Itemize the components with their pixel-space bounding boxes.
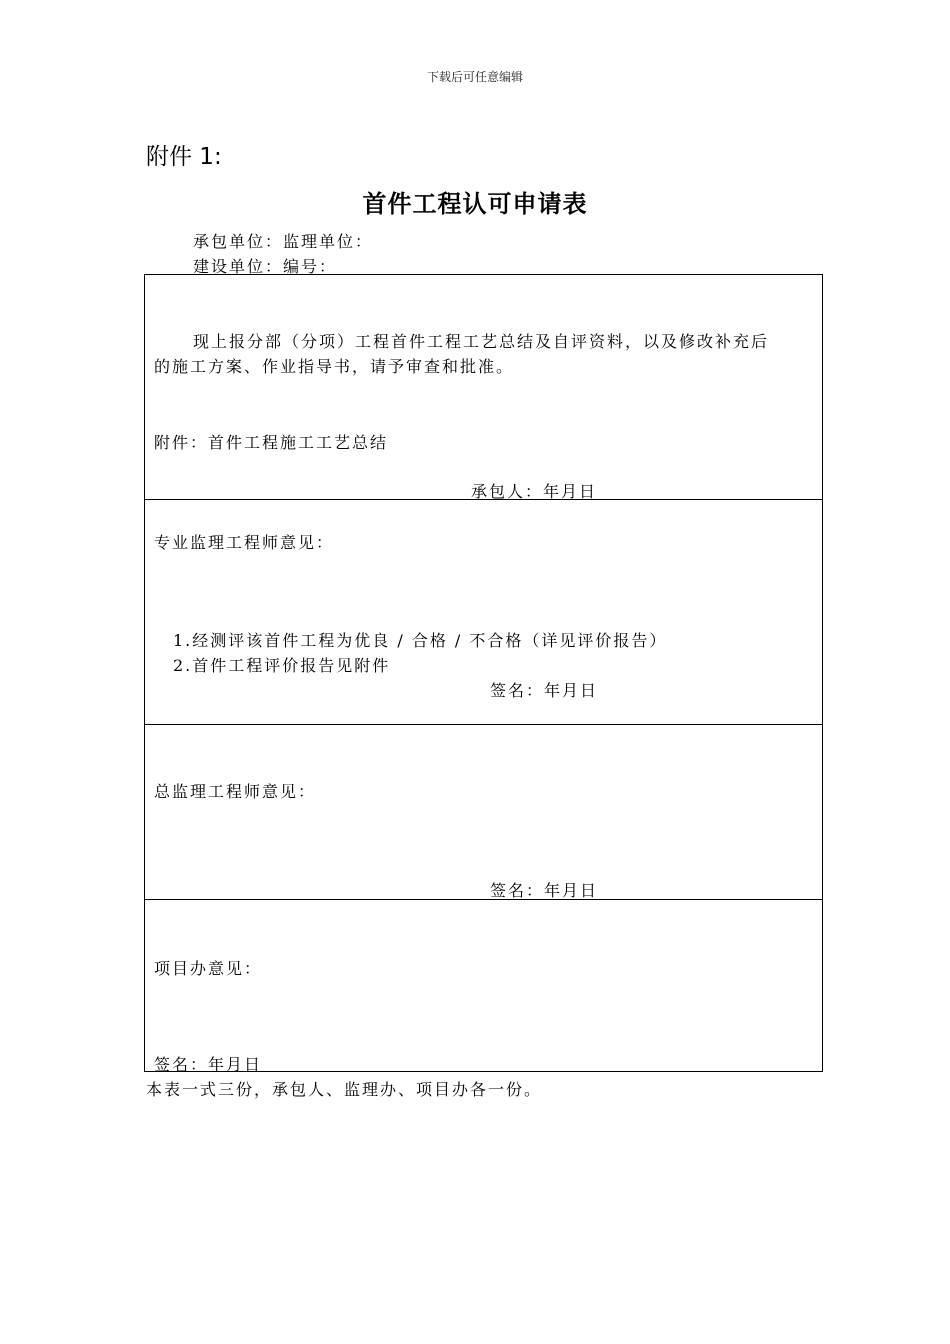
chief-opinion-heading: 总监理工程师意见：	[154, 782, 317, 801]
evaluation-item-2: 2.首件工程评价报告见附件	[173, 656, 391, 675]
submission-text-line1: 现上报分部（分项）工程首件工程工艺总结及自评资料，以及修改补充后	[193, 332, 770, 351]
evaluation-item-1: 1.经测评该首件工程为优良 / 合格 / 不合格（详见评价报告）	[173, 631, 668, 650]
attachment-label: 附件 1:	[146, 144, 222, 170]
copies-footnote: 本表一式三份，承包人、监理办、项目办各一份。	[146, 1080, 543, 1099]
contractor-section	[145, 275, 822, 500]
submission-text-line2: 的施工方案、作业指导书，请予审查和批准。	[154, 357, 515, 376]
project-office-signature: 签名：年月日	[154, 1055, 263, 1074]
project-office-section	[145, 900, 822, 1073]
document-title: 首件工程认可申请表	[362, 190, 588, 218]
application-form-table	[144, 274, 823, 1072]
header-note: 下载后可任意编辑	[426, 70, 523, 84]
meta-builder-number: 建设单位：编号：	[193, 257, 338, 276]
meta-contractor-supervisor: 承包单位：监理单位：	[193, 232, 374, 251]
specialist-opinion-heading: 专业监理工程师意见：	[154, 533, 335, 552]
chief-supervisor-section	[145, 725, 822, 900]
project-office-opinion-heading: 项目办意见：	[154, 959, 263, 978]
specialist-supervisor-section	[145, 500, 822, 725]
specialist-signature: 签名：年月日	[490, 681, 599, 700]
attachment-note: 附件：首件工程施工工艺总结	[154, 433, 389, 452]
contractor-signature: 承包人：年月日	[471, 482, 598, 501]
chief-signature: 签名：年月日	[490, 881, 599, 900]
